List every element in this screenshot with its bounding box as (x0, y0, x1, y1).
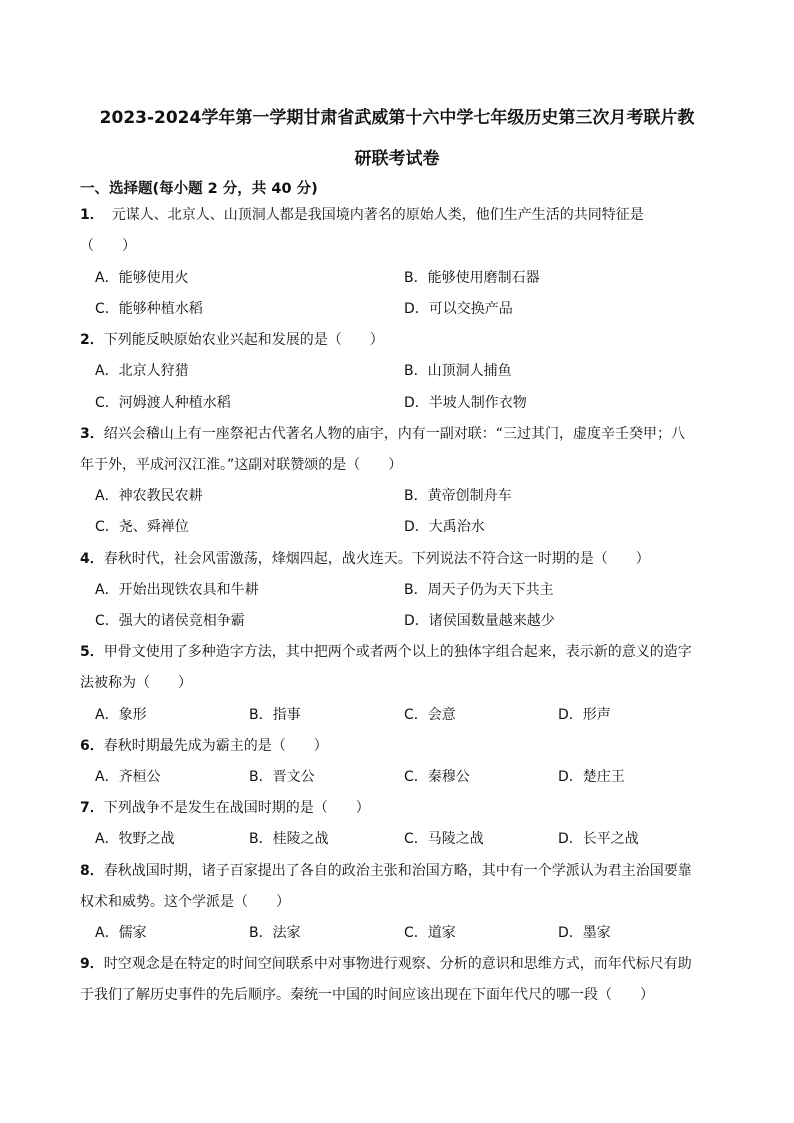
question-8-continuation: 权术和威势。这个学派是（ ） (80, 894, 290, 910)
option-c[interactable]: C．马陵之战 (404, 831, 484, 847)
question-text: 时空观念是在特定的时间空间联系中对事物进行观察、分析的意识和思维方式，而年代标尺有助 (103, 956, 692, 972)
question-number: 3． (80, 426, 104, 442)
section-heading: 一、选择题(每小题 2 分，共 40 分) (80, 181, 318, 197)
question-9-continuation: 于我们了解历史事件的先后顺序。秦统一中国的时间应该出现在下面年代尺的哪一段（ ） (80, 987, 654, 1003)
option-a[interactable]: A．北京人狩猎 (95, 363, 189, 379)
option-a[interactable]: A．开始出现铁农具和牛耕 (95, 582, 259, 598)
question-text: 下列战争不是发生在战国时期的是（ ） (103, 800, 370, 816)
option-b[interactable]: B．晋文公 (249, 769, 315, 785)
question-text: 甲骨文使用了多种造字方法，其中把两个或者两个以上的独体字组合起来，表示新的意义的造字 (103, 644, 692, 660)
question-6 (80, 736, 328, 756)
question-text: 春秋时期最先成为霸主的是（ ） (103, 738, 328, 754)
option-c[interactable]: C．秦穆公 (404, 769, 470, 785)
question-5 (80, 642, 692, 662)
option-c[interactable]: C．道家 (404, 925, 456, 941)
option-c[interactable]: C．会意 (404, 707, 456, 723)
option-a[interactable]: A．象形 (95, 707, 147, 723)
question-number: 5． (80, 644, 104, 660)
option-d[interactable]: D．墨家 (558, 925, 611, 941)
option-a[interactable]: A．牧野之战 (95, 831, 175, 847)
question-1-continuation: （ ） (80, 238, 136, 254)
question-3-continuation: 年于外，平成河汉江淮。”这副对联赞颂的是（ ） (80, 457, 403, 473)
option-d[interactable]: D．大禹治水 (404, 519, 485, 535)
question-number: 2． (80, 332, 104, 348)
option-c[interactable]: C．尧、舜禅位 (95, 519, 189, 535)
option-d[interactable]: D．诸侯国数量越来越少 (404, 613, 555, 629)
question-number: 1． (80, 207, 104, 223)
question-9 (80, 954, 692, 974)
option-b[interactable]: B．能够使用磨制石器 (404, 270, 540, 286)
option-d[interactable]: D．可以交换产品 (404, 301, 513, 317)
question-8 (80, 861, 692, 881)
question-text: 元谋人、北京人、山顶洞人都是我国境内著名的原始人类，他们生产生活的共同特征是 (111, 207, 644, 223)
question-5-continuation: 法被称为（ ） (80, 675, 192, 691)
option-b[interactable]: B．山顶洞人捕鱼 (404, 363, 512, 379)
exam-title-line-1: 2023-2024学年第一学期甘肃省武威第十六中学七年级历史第三次月考联片教 (99, 108, 695, 128)
option-b[interactable]: B．法家 (249, 925, 301, 941)
option-a[interactable]: A．能够使用火 (95, 270, 189, 286)
question-text: 春秋战国时期，诸子百家提出了各自的政治主张和治国方略，其中有一个学派认为君主治国要靠 (103, 863, 692, 879)
question-2 (80, 330, 384, 350)
question-number: 8． (80, 863, 104, 879)
question-text: 下列能反映原始农业兴起和发展的是（ ） (103, 332, 384, 348)
option-d[interactable]: D．长平之战 (558, 831, 639, 847)
option-c[interactable]: C．河姆渡人种植水稻 (95, 395, 231, 411)
question-3 (80, 424, 685, 444)
question-number: 7． (80, 800, 104, 816)
question-7 (80, 798, 370, 818)
option-a[interactable]: A．神农教民农耕 (95, 488, 203, 504)
option-a[interactable]: A．儒家 (95, 925, 147, 941)
option-a[interactable]: A．齐桓公 (95, 769, 161, 785)
option-d[interactable]: D．半坡人制作衣物 (404, 395, 527, 411)
option-b[interactable]: B．指事 (249, 707, 301, 723)
question-text: 春秋时代，社会风雷激荡，烽烟四起，战火连天。下列说法不符合这一时期的是（ ） (103, 551, 650, 567)
option-c[interactable]: C．强大的诸侯竞相争霸 (95, 613, 245, 629)
question-1 (80, 205, 644, 225)
option-b[interactable]: B．桂陵之战 (249, 831, 329, 847)
option-c[interactable]: C．能够种植水稻 (95, 301, 203, 317)
question-4 (80, 549, 650, 569)
question-number: 6． (80, 738, 104, 754)
exam-title-line-2: 研联考试卷 (354, 149, 440, 169)
question-text: 绍兴会稽山上有一座祭祀古代著名人物的庙宇，内有一副对联：“三过其门，虚度辛壬癸甲；八 (103, 426, 686, 442)
question-number: 9． (80, 956, 104, 972)
option-d[interactable]: D．楚庄王 (558, 769, 625, 785)
option-b[interactable]: B．周天子仍为天下共主 (404, 582, 554, 598)
option-d[interactable]: D．形声 (558, 707, 611, 723)
option-b[interactable]: B．黄帝创制舟车 (404, 488, 512, 504)
question-number: 4． (80, 551, 104, 567)
